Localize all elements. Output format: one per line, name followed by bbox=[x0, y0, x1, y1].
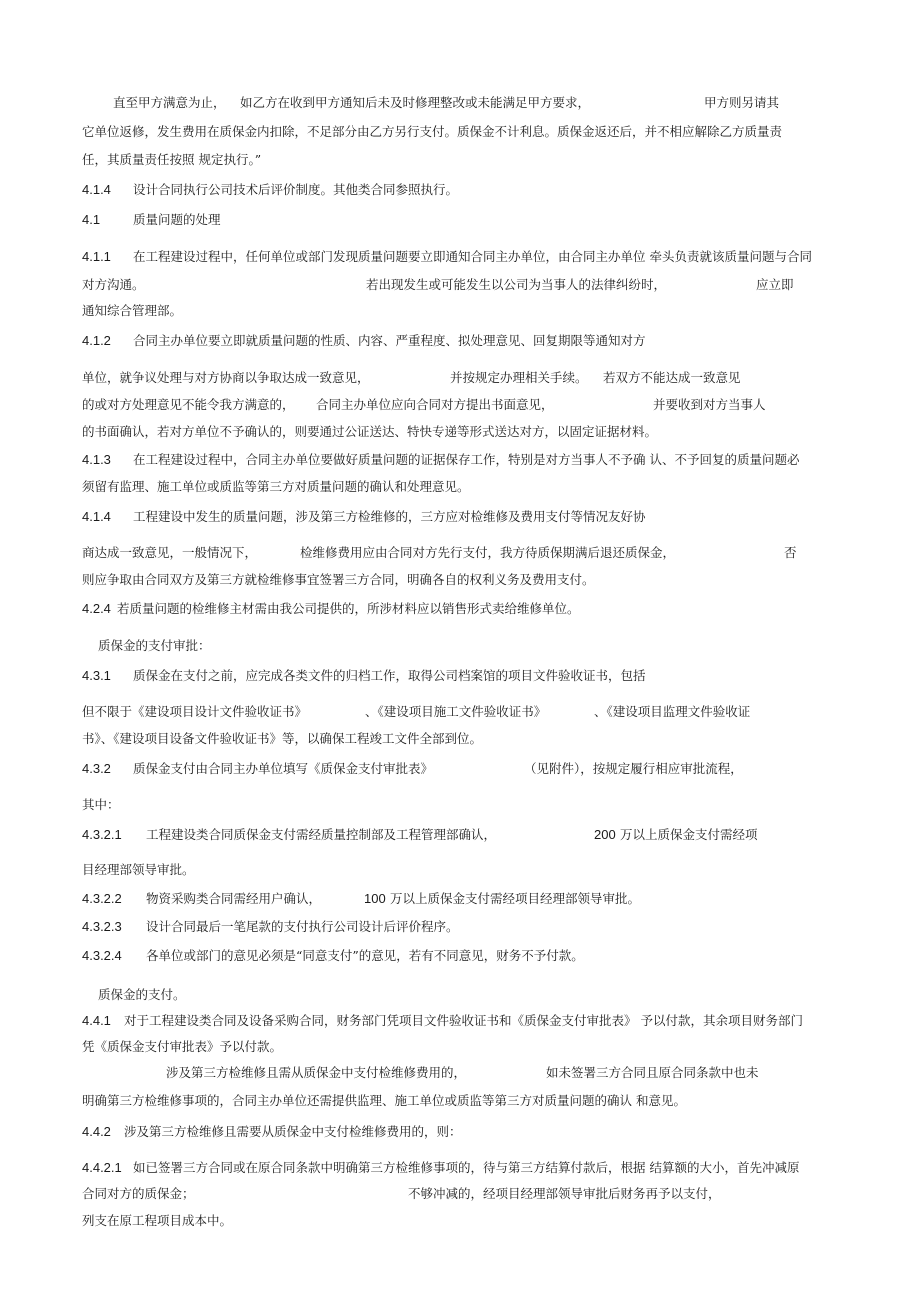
text-fragment: 并要收到对方当事人 bbox=[653, 397, 766, 412]
text-fragment: 但不限于《建设项目设计文件验收证书》 bbox=[82, 704, 308, 719]
text-fragment: 的或对方处理意见不能令我方满意的， bbox=[82, 397, 295, 412]
text-fragment: 万以上质保金支付需经项 bbox=[620, 827, 758, 842]
section-number: 4.3.2.1 bbox=[82, 827, 122, 842]
section-number: 4.1.3 bbox=[82, 452, 111, 467]
section-number: 4.1.4 bbox=[82, 509, 111, 524]
text-line: 列支在原工程项目成本中。 bbox=[82, 1213, 233, 1228]
amount-value: 100 bbox=[364, 891, 386, 906]
text-fragment: 质保金在支付之前，应完成各类文件的归档工作，取得公司档案馆的项目文件验收证书，包括 bbox=[133, 668, 646, 683]
text-fragment: 质保金支付由合同主办单位填写《质保金支付审批表》 bbox=[133, 761, 434, 776]
text-fragment: 万以上质保金支付需经项目经理部领导审批。 bbox=[390, 891, 641, 906]
text-fragment: 商达成一致意见，一般情况下， bbox=[82, 545, 258, 560]
section-number: 4.1.2 bbox=[82, 333, 111, 348]
text-fragment: 在工程建设过程中，任何单位或部门发现质量问题要立即通知合同主办单位，由合同主办单位 牵头负责就该质量问题与合同 bbox=[133, 249, 812, 264]
text-fragment: 否 bbox=[784, 545, 797, 560]
text-fragment: 检维修费用应由合同对方先行支付，我方待质保期满后退还质保金， bbox=[300, 545, 676, 560]
text-fragment: 在工程建设过程中，合同主办单位要做好质量问题的证据保存工作，特别是对方当事人不予确 认、不予回复的质量问题必 bbox=[133, 452, 800, 467]
text-fragment: 合同对方的质保金； bbox=[82, 1186, 195, 1201]
text-fragment: 涉及第三方检维修且需从质保金中支付检维修费用的， bbox=[166, 1065, 467, 1080]
text-fragment: 合同主办单位要立即就质量问题的性质、内容、严重程度、拟处理意见、回复期限等通知对方 bbox=[133, 333, 646, 348]
section-text: 设计合同执行公司技术后评价制度。其他类合同参照执行。 bbox=[133, 182, 459, 197]
text-fragment: 如未签署三方合同且原合同条款中也未 bbox=[546, 1065, 759, 1080]
text-line: 其中： bbox=[82, 797, 120, 812]
section-text: 各单位或部门的意见必须是“同意支付”的意见，若有不同意见，财务不予付款。 bbox=[146, 948, 584, 963]
text-fragment: 对方沟通。 bbox=[82, 277, 145, 292]
section-number: 4.4.1 bbox=[82, 1013, 111, 1028]
text-fragment: 单位，就争议处理与对方协商以争取达成一致意见， bbox=[82, 370, 370, 385]
text-fragment: 应立即 bbox=[756, 277, 794, 292]
text-fragment: 并按规定办理相关手续。 bbox=[450, 370, 588, 385]
section-text: 若质量问题的检维修主材需由我公司提供的，所涉材料应以销售形式卖给维修单位。 bbox=[117, 601, 580, 616]
text-line: 目经理部领导审批。 bbox=[82, 862, 195, 877]
section-number: 4.1.4 bbox=[82, 182, 111, 197]
text-line: 书》、《建设项目设备文件验收证书》等，以确保工程竣工文件全部到位。 bbox=[82, 731, 483, 746]
text-line: 它单位返修，发生费用在质保金内扣除，不足部分由乙方另行支付。质保金不计利息。质保金返还后，并不相应解除乙方质量责 bbox=[82, 124, 783, 139]
text-fragment: 如已签署三方合同或在原合同条款中明确第三方检维修事项的，待与第三方结算付款后，根据 结算额的大小，首先冲减原 bbox=[133, 1160, 800, 1175]
section-number: 4.3.2.2 bbox=[82, 891, 122, 906]
section-number: 4.2.4 bbox=[82, 601, 111, 616]
section-text: 涉及第三方检维修且需要从质保金中支付检维修费用的，则： bbox=[124, 1124, 462, 1139]
section-number: 4.4.2.1 bbox=[82, 1160, 122, 1175]
text-fragment: 物资采购类合同需经用户确认， bbox=[146, 891, 322, 906]
amount-value: 200 bbox=[594, 827, 616, 842]
text-line: 须留有监理、施工单位或质监等第三方对质量问题的确认和处理意见。 bbox=[82, 479, 470, 494]
section-text: 设计合同最后一笔尾款的支付执行公司设计后评价程序。 bbox=[146, 919, 459, 934]
text-fragment: 工程建设中发生的质量问题，涉及第三方检维修的，三方应对检维修及费用支付等情况友好协 bbox=[133, 509, 646, 524]
text-fragment: （见附件），按规定履行相应审批流程， bbox=[524, 761, 743, 776]
section-number: 4.3.2.3 bbox=[82, 919, 122, 934]
text-line: 凭《质保金支付审批表》予以付款。 bbox=[82, 1039, 283, 1054]
section-heading: 质量问题的处理 bbox=[133, 212, 221, 227]
text-fragment: 、《建设项目施工文件验收证书》 bbox=[365, 704, 547, 719]
section-number: 4.3.2 bbox=[82, 761, 111, 776]
text-fragment: 工程建设类合同质保金支付需经质量控制部及工程管理部确认， bbox=[146, 827, 497, 842]
text-fragment: 若双方不能达成一致意见 bbox=[603, 370, 741, 385]
text-line: 明确第三方检维修事项的，合同主办单位还需提供监理、施工单位或质监等第三方对质量问题的确认 和意见。 bbox=[82, 1093, 686, 1108]
section-number: 4.1.1 bbox=[82, 249, 111, 264]
section-heading: 质保金的支付审批： bbox=[98, 638, 211, 653]
text-fragment: 合同主办单位应向合同对方提出书面意见， bbox=[316, 397, 554, 412]
text-line: 任，其质量责任按照 规定执行。” bbox=[82, 152, 262, 167]
text-fragment: 不够冲减的，经项目经理部领导审批后财务再予以支付， bbox=[408, 1186, 721, 1201]
text-fragment: 、《建设项目监理文件验收证 bbox=[594, 704, 751, 719]
section-heading: 质保金的支付。 bbox=[98, 987, 186, 1002]
text-fragment: 如乙方在收到甲方通知后未及时修理整改或未能满足甲方要求， bbox=[240, 95, 591, 110]
text-fragment: 甲方则另请其 bbox=[704, 95, 780, 110]
text-line: 则应争取由合同双方及第三方就检维修事宜签署三方合同，明确各自的权利义务及费用支付。 bbox=[82, 572, 595, 587]
section-number: 4.3.2.4 bbox=[82, 948, 122, 963]
section-number: 4.3.1 bbox=[82, 668, 111, 683]
section-number: 4.4.2 bbox=[82, 1124, 111, 1139]
text-fragment: 直至甲方满意为止， bbox=[113, 95, 226, 110]
text-line: 的书面确认，若对方单位不予确认的，则要通过公证送达、特快专递等形式送达对方，以固定证据材料。 bbox=[82, 424, 658, 439]
text-line: 通知综合管理部。 bbox=[82, 303, 183, 318]
text-fragment: 对于工程建设类合同及设备采购合同，财务部门凭项目文件验收证书和《质保金支付审批表》 予以付款，其余项目财务部门 bbox=[124, 1013, 803, 1028]
section-number: 4.1 bbox=[82, 212, 101, 227]
text-fragment: 若出现发生或可能发生以公司为当事人的法律纠纷时， bbox=[366, 277, 667, 292]
